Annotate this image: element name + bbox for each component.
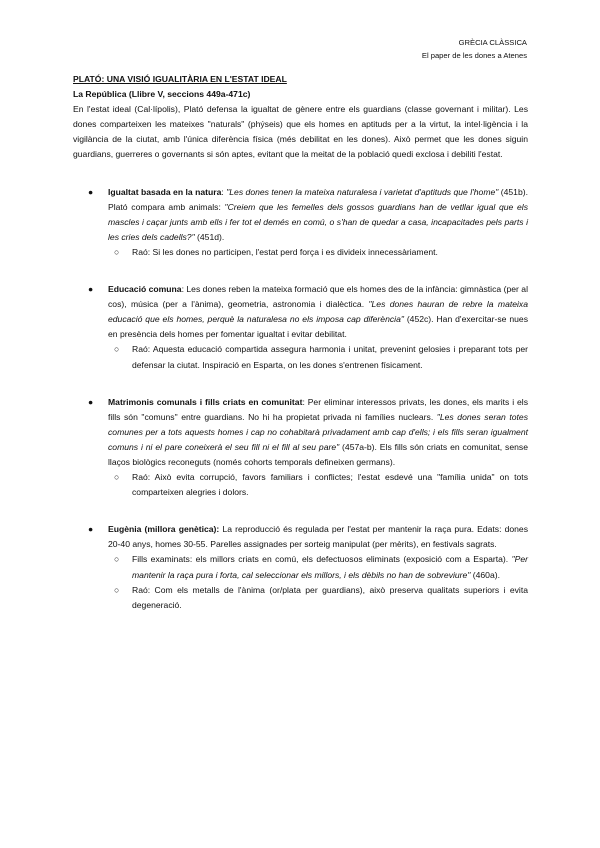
sub-bullet-circle-icon: ○ <box>114 584 120 595</box>
sub-bullet-quote: "Per mantenir la raça pura i forta, cal seleccionar els millors, i els dèbils no han de sobreviure" <box>132 554 528 580</box>
sub-bullet-item <box>108 245 528 260</box>
sub-bullet-item <box>108 552 528 582</box>
bullet-quote: "Les dones tenen la mateixa naturalesa i varietat d'aptituds que l'home" <box>226 186 499 197</box>
sub-bullet-circle-icon: ○ <box>114 554 120 565</box>
bullet-quote: "Les dones seran totes comunes per a tots aquests homes i cap no cohabitarà privadament amb cap d'ells; i els fills seran igualment comuns i ni el pare coneixerà el seu fill ni el fill al seu pare" <box>108 411 528 452</box>
bullet-text-part: (452c). Han d'exercitar-se nues en presència dels homes per fomentar igualtat i evitar debilitat. <box>108 314 528 340</box>
sub-bullet-circle-icon: ○ <box>114 246 120 257</box>
page-header <box>422 36 527 62</box>
bullet-text-part: (451d). <box>194 231 225 242</box>
sub-bullet-text: Raó: Això evita corrupció, favors familiars i conflictes; l'estat esdevé una "família unida" on tots comparteixen alegries i dolors. <box>132 472 528 498</box>
bullet-heading: Eugènia (millora genètica): <box>108 524 220 535</box>
bullet-quote: "Creiem que les femelles dels gossos guardians han de vetllar igual que els mascles i caçar junts amb ells i fer tot el demés en comú, o s'han de quedar a casa, incapacitades pels parts i les cries dels cadells?" <box>108 201 528 242</box>
sub-bullet-text: (460a). <box>470 569 500 580</box>
sub-bullet-circle-icon: ○ <box>114 472 120 483</box>
sub-bullet-list <box>108 245 528 260</box>
bullet-text <box>108 522 528 552</box>
bullet-text <box>108 395 528 470</box>
bullet-item <box>73 395 528 501</box>
sub-bullet-item <box>108 470 528 500</box>
bullet-text-part: (457a-b). Els fills són criats en comunitat, sense llaços biològics reconeguts (només cohorts temporals defineixen germans). <box>108 441 528 467</box>
sub-bullet-list <box>108 552 528 612</box>
document-subtitle: La República (Llibre V, seccions 449a-471c) <box>73 89 251 100</box>
bullet-heading: Matrimonis comunals i fills criats en comunitat <box>108 396 303 407</box>
bullet-dot-icon: ● <box>88 186 94 197</box>
bullet-dot-icon: ● <box>88 284 94 295</box>
bullet-list <box>73 185 528 613</box>
header-course: GRÈCIA CLÀSSICA <box>458 38 527 47</box>
sub-bullet-list <box>108 342 528 372</box>
sub-bullet-circle-icon: ○ <box>114 344 120 355</box>
bullet-dot-icon: ● <box>88 396 94 407</box>
bullet-heading: Educació comuna <box>108 284 182 295</box>
sub-bullet-text: Fills examinats: els millors criats en comú, els defectuosos eliminats (exposició com a Esparta). <box>132 554 512 565</box>
sub-bullet-text: Raó: Si les dones no participen, l'estat perd força i es divideix innecessàriament. <box>132 246 438 257</box>
sub-bullet-list <box>108 470 528 500</box>
bullet-item <box>73 522 528 613</box>
sub-bullet-text: Raó: Aquesta educació compartida assegura harmonia i unitat, prevenint gelosies i preparant tots per defensar la ciutat. Inspiració en Esparta, on les dones s'entrenen físicament. <box>132 344 528 370</box>
bullet-text-part: : Les dones reben la mateixa formació que els homes des de la infància: gimnàstica (per al cos), música (per a l'ànima), geometria, astronomia i dialèctica. <box>108 284 528 310</box>
bullet-text-part: (451b). Plató compara amb animals: <box>108 186 528 212</box>
bullet-dot-icon: ● <box>88 524 94 535</box>
bullet-text-part: : <box>221 186 227 197</box>
bullet-heading: Igualtat basada en la natura <box>108 186 222 197</box>
bullet-quote: "Les dones hauran de rebre la mateixa educació que els homes, perquè la naturalesa no els imposa cap diferència" <box>108 299 528 325</box>
sub-bullet-item <box>108 583 528 613</box>
bullet-item <box>73 282 528 373</box>
document-body <box>73 72 528 613</box>
header-topic: El paper de les dones a Atenes <box>421 51 527 60</box>
document-title: PLATÓ: UNA VISIÓ IGUALITÀRIA EN L'ESTAT IDEAL <box>73 74 287 84</box>
bullet-text-part: La reproducció és regulada per l'estat per mantenir la raça pura. Edats: dones 20-40 anys, homes 30-55. Parelles assignades per sorteig manipulat (per mèrits), en festivals sagrats. <box>108 524 528 550</box>
intro-paragraph: En l'estat ideal (Cal·lípolis), Plató defensa la igualtat de gènere entre els guardians (classe governant i militar). Les dones comparteixen les mateixes "naturals" (phýseis) que els homes en aptituds per a la virtut, la intel·ligència i la vigilància de la ciutat, amb l'única diferència física (més debilitat en les dones). Això permet que les dones siguin guardians, guerreres o governants si són aptes, evitant que la meitat de la població quedi exclosa i debiliti l'estat. <box>73 104 528 160</box>
bullet-text <box>108 282 528 342</box>
bullet-text <box>108 185 528 245</box>
sub-bullet-text: Raó: Com els metalls de l'ànima (or/plata per guardians), això preserva qualitats superiors i evita degeneració. <box>132 584 528 610</box>
sub-bullet-item <box>108 342 528 372</box>
bullet-text-part: : Per eliminar interessos privats, les dones, els marits i els fills són "comuns" entre guardians. No hi ha propietat privada ni famílies nuclears. <box>108 396 528 422</box>
bullet-item <box>73 185 528 260</box>
